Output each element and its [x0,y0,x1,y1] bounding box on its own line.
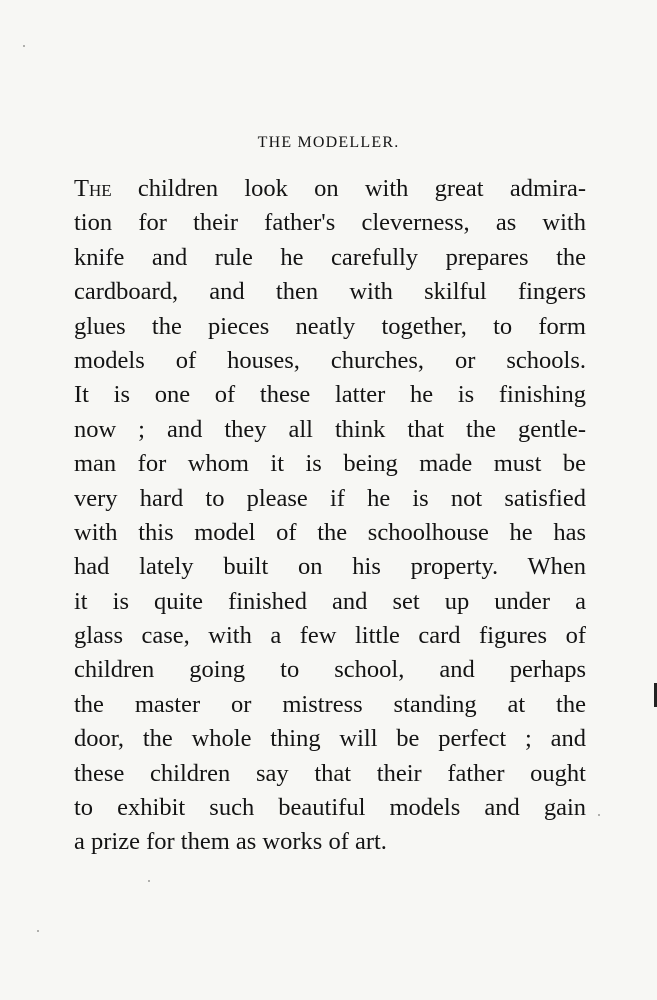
text-line-13: it is quite finished and set up under a [74,587,586,615]
text-line-2: tion for their father's cleverness, as with [74,209,586,237]
opening-word: The [74,175,112,202]
text-line-11: with this model of the schoolhouse he has [74,518,586,546]
text-line-9: man for whom it is being made must be [74,450,586,478]
text-line-20: a prize for them as works of art. [74,828,387,856]
text-line-8: now ; and they all think that the gentle- [74,415,586,443]
text-line-7: It is one of these latter he is finishing [74,381,586,409]
text-line-16: the master or mistress standing at the [74,690,586,718]
text-line-4: cardboard, and then with skilful fingers [74,278,586,306]
text-line-6: models of houses, churches, or schools. [74,346,586,374]
text-line-12: had lately built on his property. When [74,553,586,581]
body-paragraph [74,172,586,860]
text-line-1-rest: children look on with great admira- [137,175,586,202]
text-line-3: knife and rule he carefully prepares the [74,243,586,271]
paper-speck [598,814,600,816]
paper-speck [37,930,39,932]
text-line-19: to exhibit such beautiful models and gain [74,794,586,822]
text-line-5: glues the pieces neatly together, to form [74,312,586,340]
text-line-14: glass case, with a few little card figures of [74,622,586,650]
text-line-1 [74,172,586,206]
paper-speck [23,45,25,47]
text-line-17: door, the whole thing will be perfect ; and [74,725,586,753]
running-heading: THE MODELLER. [257,134,400,151]
text-line-15: children going to school, and perhaps [74,656,586,684]
text-line-10: very hard to please if he is not satisfied [74,484,586,512]
text-line-18: these children say that their father ought [74,759,586,787]
paper-speck [148,880,150,882]
